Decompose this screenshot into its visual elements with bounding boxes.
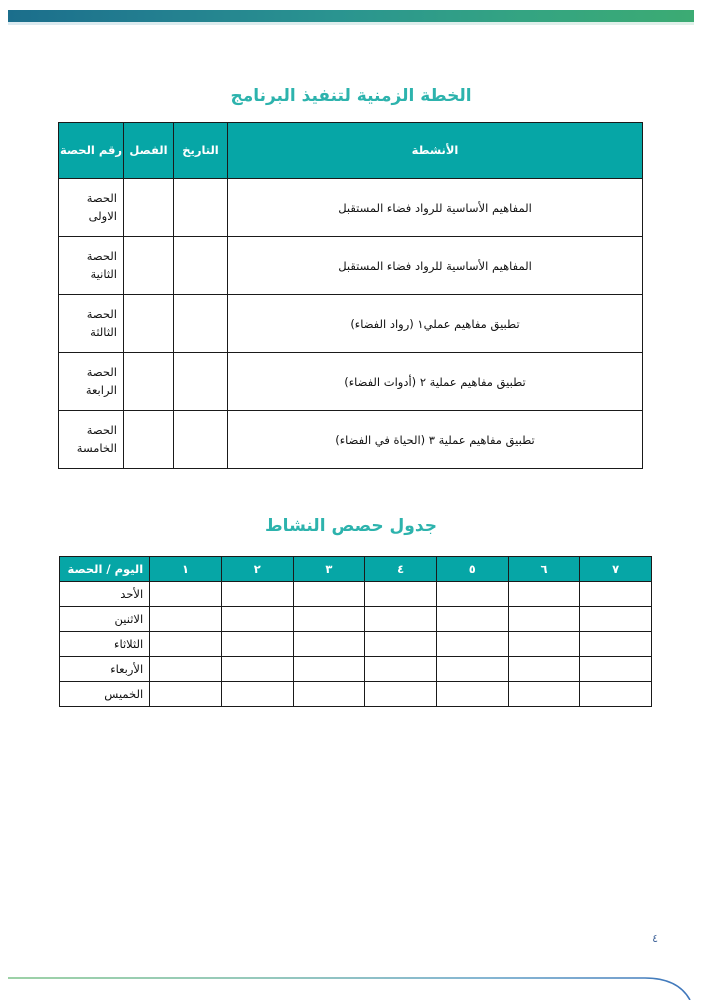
header-period-3: ٣ [293, 557, 365, 582]
cell-period-2[interactable] [221, 607, 293, 632]
cell-period-4[interactable] [365, 632, 437, 657]
cell-period-1[interactable] [150, 607, 222, 632]
cell-period-2[interactable] [221, 682, 293, 707]
header-period-1: ١ [150, 557, 222, 582]
cell-day-name: الاثنين [60, 607, 150, 632]
cell-activity: المفاهيم الأساسية للرواد فضاء المستقبل [228, 179, 643, 237]
table-row [60, 682, 652, 707]
session-label-line2: الرابعة [85, 382, 117, 397]
cell-period-1[interactable] [150, 632, 222, 657]
schedule-table-body [60, 582, 652, 707]
table-row [60, 632, 652, 657]
header-activity: الأنشطة [228, 123, 643, 179]
cell-period-6[interactable] [508, 582, 580, 607]
timeline-table-head [59, 123, 643, 179]
header-period-4: ٤ [365, 557, 437, 582]
session-label-line1: الحصة [86, 422, 117, 437]
header-chapter: الفصل [124, 123, 174, 179]
table-row [60, 657, 652, 682]
schedule-header-row [60, 557, 652, 582]
cell-period-3[interactable] [293, 582, 365, 607]
cell-period-1[interactable] [150, 582, 222, 607]
session-label-line1: الحصة [86, 190, 117, 205]
cell-day-name: الثلاثاء [60, 632, 150, 657]
cell-period-6[interactable] [508, 657, 580, 682]
cell-period-6[interactable] [508, 607, 580, 632]
program-timeline-table [58, 122, 643, 469]
table-row [60, 607, 652, 632]
cell-session-number [59, 295, 124, 353]
session-label-line2: الثالثة [90, 324, 117, 339]
cell-activity: تطبيق مفاهيم عملية ٢ (أدوات الفضاء) [228, 353, 643, 411]
cell-chapter[interactable] [124, 237, 174, 295]
cell-chapter[interactable] [124, 295, 174, 353]
header-session-number-line1: رقم [98, 143, 123, 158]
cell-session-number [59, 237, 124, 295]
cell-period-4[interactable] [365, 607, 437, 632]
timeline-header-row [59, 123, 643, 179]
activity-schedule-table [59, 556, 652, 707]
cell-period-7[interactable] [580, 682, 652, 707]
header-period-2: ٢ [221, 557, 293, 582]
page-number: ٤ [652, 932, 658, 945]
header-session-number [59, 123, 124, 179]
table-row [60, 582, 652, 607]
cell-period-5[interactable] [436, 682, 508, 707]
header-date: التاريخ [174, 123, 228, 179]
schedule-table-head [60, 557, 652, 582]
cell-period-6[interactable] [508, 632, 580, 657]
session-label-line1: الحصة [86, 248, 117, 263]
cell-period-2[interactable] [221, 632, 293, 657]
session-label-line1: الحصة [86, 364, 117, 379]
cell-day-name: الخميس [60, 682, 150, 707]
cell-period-4[interactable] [365, 657, 437, 682]
cell-session-number [59, 411, 124, 469]
header-session-number-line2: الحصة [59, 143, 95, 158]
cell-period-5[interactable] [436, 632, 508, 657]
cell-date[interactable] [174, 179, 228, 237]
cell-date[interactable] [174, 237, 228, 295]
cell-chapter[interactable] [124, 179, 174, 237]
session-label-line2: الاولى [88, 208, 117, 223]
cell-period-7[interactable] [580, 657, 652, 682]
page-header-decoration [0, 0, 702, 30]
session-label-line1: الحصة [86, 306, 117, 321]
cell-period-5[interactable] [436, 657, 508, 682]
timeline-section-title: الخطة الزمنية لتنفيذ البرنامج [230, 86, 472, 106]
cell-period-7[interactable] [580, 632, 652, 657]
header-period-7: ٧ [580, 557, 652, 582]
cell-activity: تطبيق مفاهيم عملي١ (رواد الفضاء) [228, 295, 643, 353]
cell-period-3[interactable] [293, 682, 365, 707]
cell-period-3[interactable] [293, 607, 365, 632]
cell-date[interactable] [174, 353, 228, 411]
cell-day-name: الأربعاء [60, 657, 150, 682]
cell-day-name: الأحد [60, 582, 150, 607]
table-row [59, 179, 643, 237]
table-row [59, 353, 643, 411]
session-label-line2: الثانية [90, 266, 117, 281]
cell-period-3[interactable] [293, 657, 365, 682]
cell-session-number [59, 353, 124, 411]
footer-decoration [0, 955, 702, 1000]
cell-period-5[interactable] [436, 607, 508, 632]
cell-period-7[interactable] [580, 582, 652, 607]
cell-chapter[interactable] [124, 411, 174, 469]
cell-period-6[interactable] [508, 682, 580, 707]
header-period-6: ٦ [508, 557, 580, 582]
activity-schedule-section-title: جدول حصص النشاط [265, 516, 437, 536]
cell-period-7[interactable] [580, 607, 652, 632]
cell-activity: المفاهيم الأساسية للرواد فضاء المستقبل [228, 237, 643, 295]
header-gradient-bar [8, 10, 694, 22]
cell-period-1[interactable] [150, 657, 222, 682]
cell-period-2[interactable] [221, 657, 293, 682]
cell-period-2[interactable] [221, 582, 293, 607]
cell-activity: تطبيق مفاهيم عملية ٣ (الحياة في الفضاء) [228, 411, 643, 469]
cell-session-number [59, 179, 124, 237]
page-footer [652, 932, 658, 945]
header-day: اليوم / الحصة [60, 557, 150, 582]
cell-period-1[interactable] [150, 682, 222, 707]
cell-chapter[interactable] [124, 353, 174, 411]
table-row [59, 411, 643, 469]
header-period-5: ٥ [436, 557, 508, 582]
table-row [59, 237, 643, 295]
cell-period-4[interactable] [365, 682, 437, 707]
footer-curve-line [8, 978, 690, 1000]
timeline-table-body [59, 179, 643, 469]
cell-period-5[interactable] [436, 582, 508, 607]
cell-date[interactable] [174, 295, 228, 353]
header-gradient-shadow [8, 22, 694, 25]
table-row [59, 295, 643, 353]
session-label-line2: الخامسة [76, 440, 117, 455]
cell-period-4[interactable] [365, 582, 437, 607]
cell-date[interactable] [174, 411, 228, 469]
cell-period-3[interactable] [293, 632, 365, 657]
